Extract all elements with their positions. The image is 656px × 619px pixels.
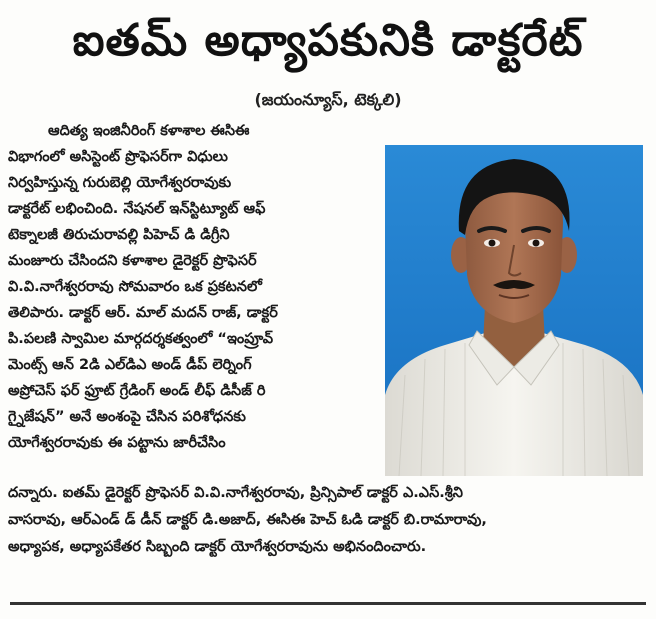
- body-line-9: పి.పలణి స్వామిల మార్గదర్శకత్వంలో “ఇంప్రూవ్: [8, 331, 274, 347]
- body-line-4: డాక్టరేట్ లభించింది. నేషనల్ ఇన్‌స్టిట్యూట్ ఆఫ్: [8, 201, 266, 217]
- body-line-3: నిర్వహిస్తున్న గురుబెల్లి యోగేశ్వరరావుకు: [8, 175, 232, 191]
- body-line-6: మంజూరు చేసిందని కళాశాల డైరెక్టర్ ప్రొఫెసర్: [8, 253, 257, 269]
- headline: ఐతమ్ అధ్యాపకునికి డాక్టరేట్: [72, 15, 584, 66]
- body-line-2: విభాగంలో అసిస్టెంట్ ప్రొఫెసర్‌గా విధులు: [8, 149, 228, 165]
- body-line-16: అధ్యాపక, అధ్యాపకేతర సిబ్బంది డాక్టర్ యోగేశ్వరరావును అభినందించారు.: [8, 539, 427, 555]
- body-line-15: వాసరావు, ఆర్‌ఎండ్ డ్ డీన్ డాక్టర్ డి.అజాద్, ఈసిఈ హెచ్ ఓడి డాక్టర్ బి.రామారావు,: [8, 512, 487, 528]
- body-line-10: మెంట్స్ ఆన్ 2డి ఎల్‌డిఎ అండ్ డీప్ లెర్నింగ్: [8, 357, 252, 373]
- body-line-11: అప్రోచెస్ ఫర్ ఫ్రూట్ గ్రేడింగ్ అండ్ లీఫ్ డిసీజ్ రి: [8, 383, 266, 399]
- body-line-8: తెలిపారు. డాక్టర్ ఆర్. మాల్ మదన్ రాజ్, డాక్టర్: [8, 305, 278, 321]
- body-line-13: యోగేశ్వరరావుకు ఈ పట్టాను జారీచేసిం: [8, 435, 226, 451]
- body-line-5: టెక్నాలజీ తిరుచురావల్లి పిహెచ్ డి డిగ్రీని: [8, 227, 230, 243]
- bottom-divider: [10, 602, 646, 605]
- body-line-14: దన్నారు. ఐతమ్ డైరెక్టర్ ప్రొఫెసర్ వి.వి.నాగేశ్వరరావు, ప్రిన్సిపాల్ డాక్టర్ ఎ.ఎస్.శ్రీని: [8, 485, 463, 501]
- portrait-photo: [385, 145, 643, 476]
- body-line-7: వి.వి.నాగేశ్వరరావు సోమవారం ఒక ప్రకటనలో: [8, 279, 262, 295]
- byline: (జయంన్యూస్, టెక్కలి): [254, 90, 402, 109]
- body-line-12: గ్నైజేషన్” అనే అంశంపై చేసిన పరిశోధనకు: [8, 409, 246, 425]
- person-portrait-icon: [385, 145, 643, 476]
- body-line-1: ఆదిత్య ఇంజినీరింగ్ కళాశాల ఈసిఈ: [48, 123, 250, 139]
